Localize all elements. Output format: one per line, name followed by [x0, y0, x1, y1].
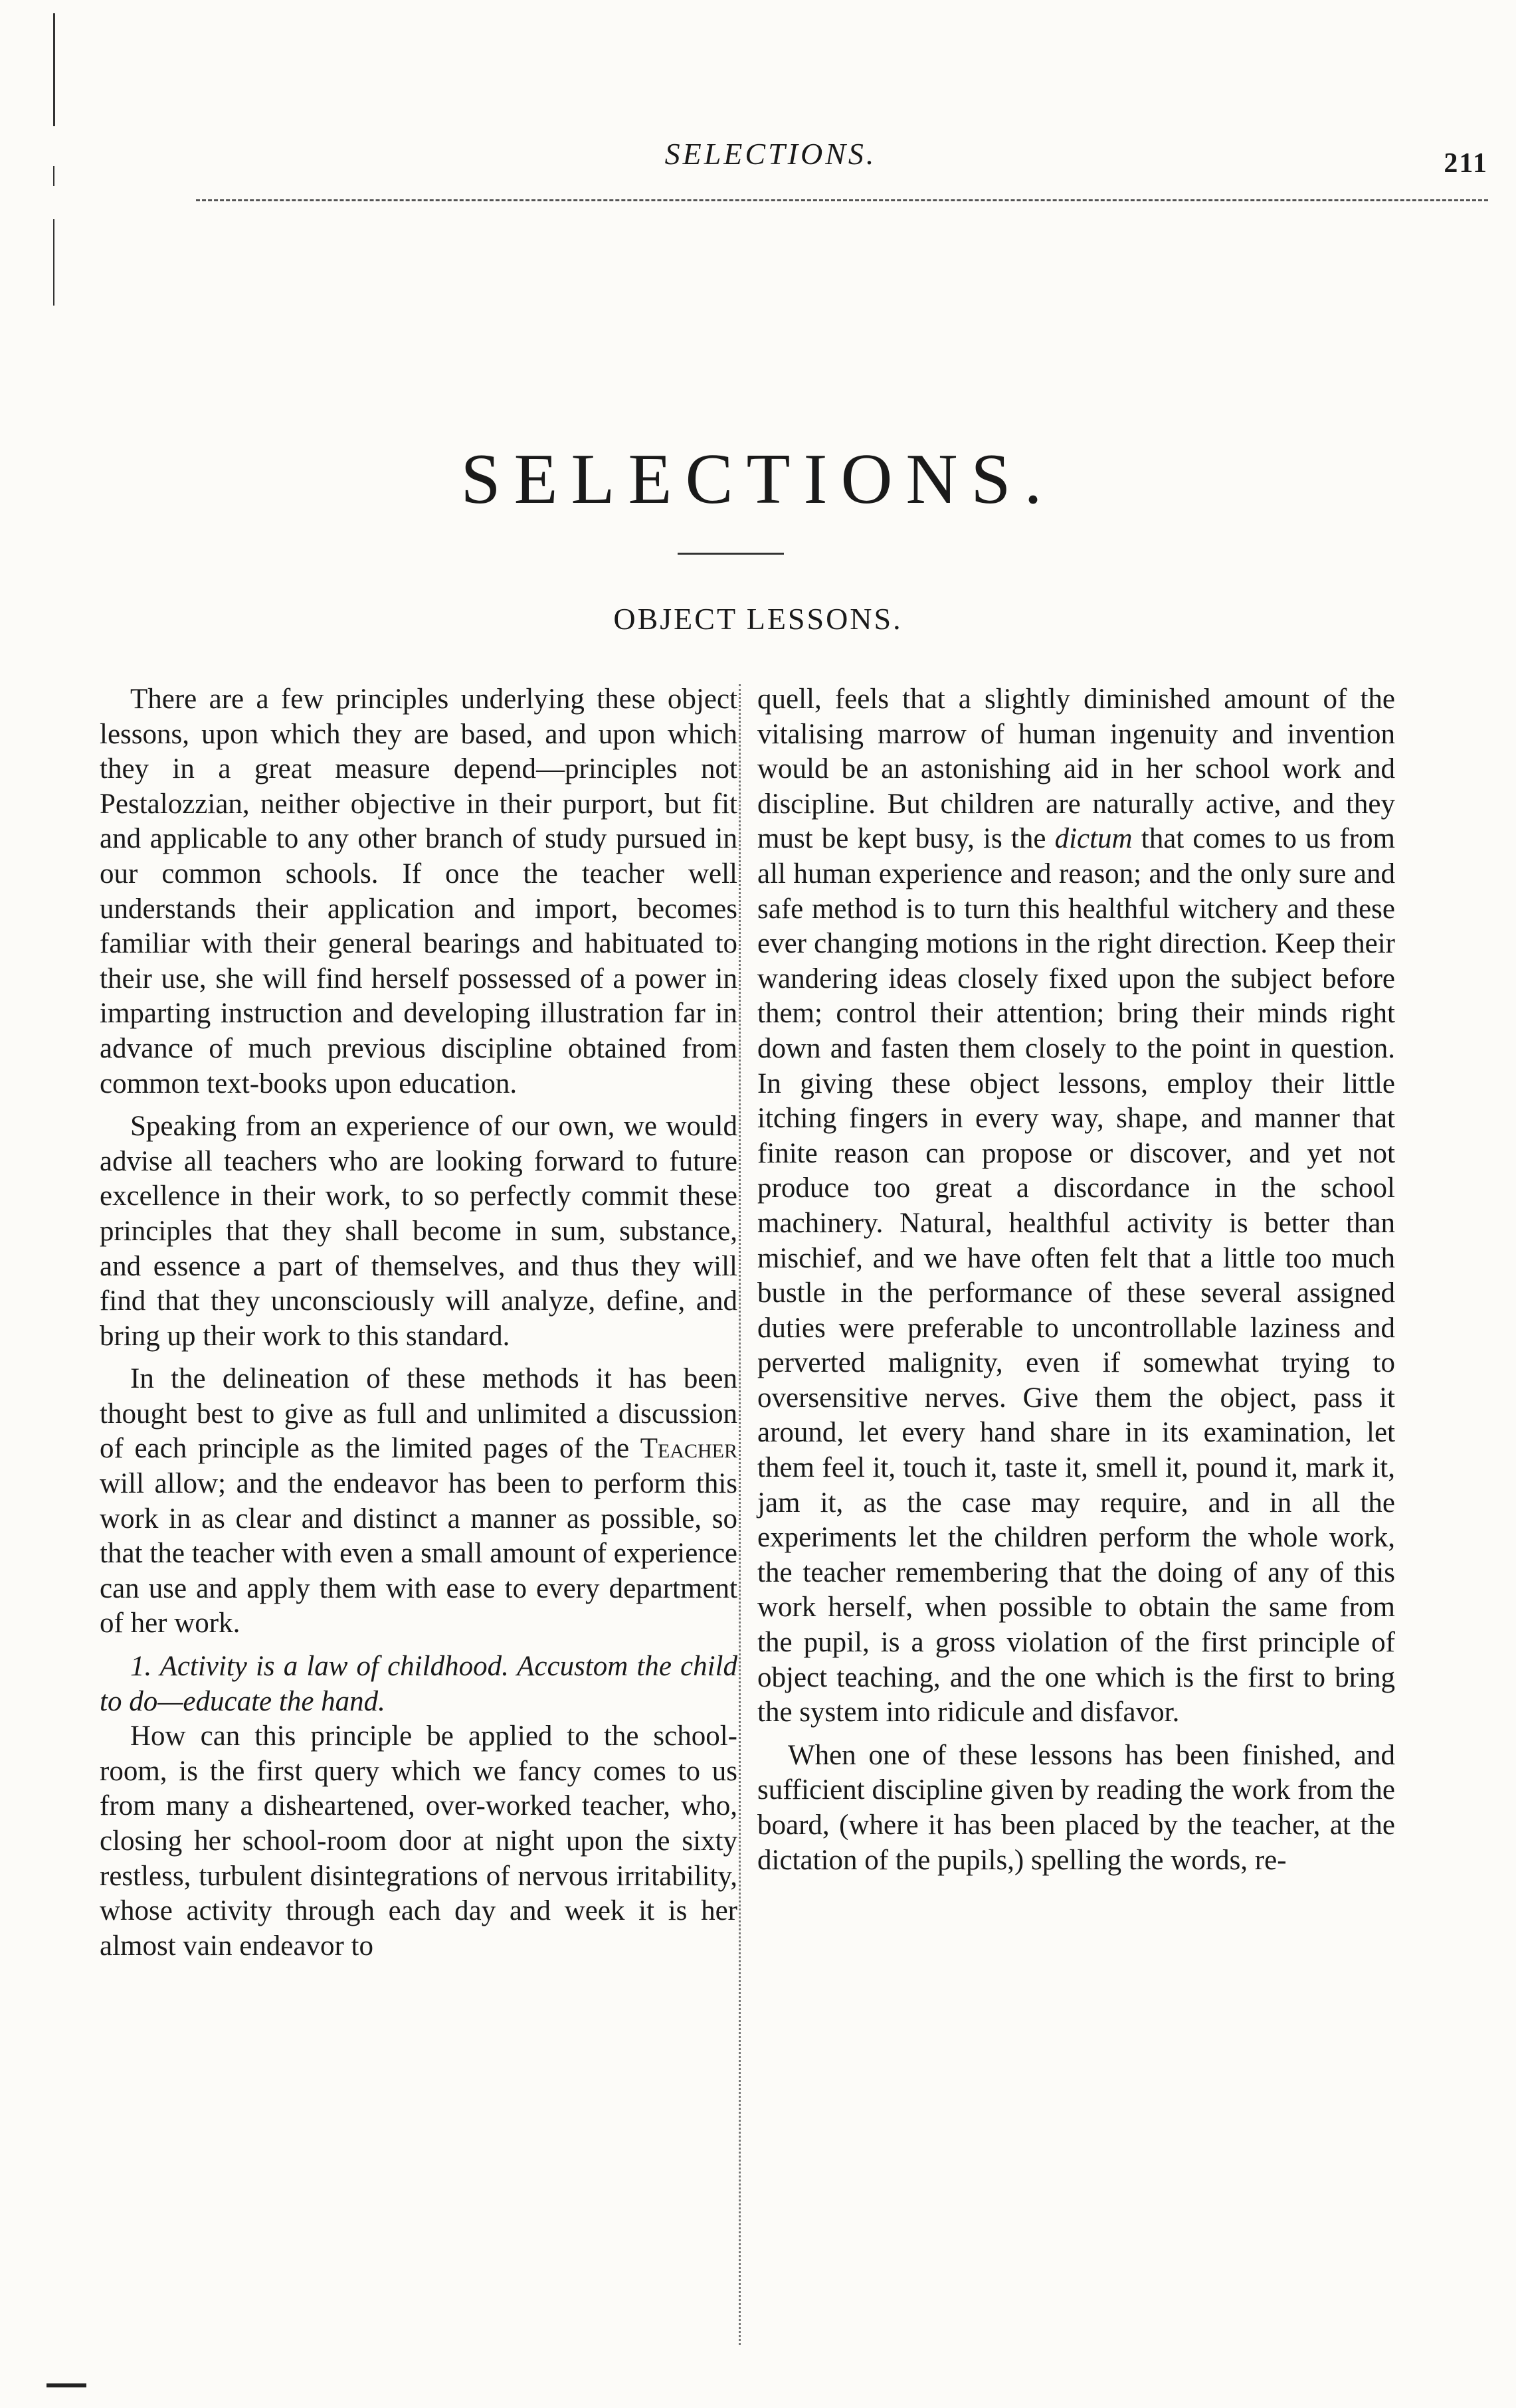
- paragraph-text: that comes to us from all human experience and reason; and the only sure and safe method is to turn this healthful witchery and these ever changing motions in the right direction. Keep their wandering ideas closely fixed upon the subject before them; control their attention; bring their minds right down and fasten them closely to the point in question. In giving these object lessons, employ their little itching fingers in every way, shape, and manner that finite reason can propose or discover, and yet not produce too great a discordance in the school machinery. Natural, healthful activity is better than mischief, and we have often felt that a little too much bustle in the performance of these several assigned duties were preferable to uncontrollable laziness and perverted malignity, even if somewhat trying to oversensitive nerves. Give them the object, pass it around, let every hand share in its examination, let them feel it, touch it, taste it, smell it, pound it, mark it, jam it, as the case may require, and in all the experiments let the children perform the whole work, the teacher remembering that the doing of any of this work herself, when possible to obtain the same from the pupil, is a gross violation of the first principle of object teaching, and the one which is the first to bring the system into ridicule and disfavor.: [757, 823, 1395, 1728]
- paragraph: [100, 1362, 737, 1641]
- paragraph-text: will allow; and the endeavor has been to perform this work in as clear and distinct a manner as possible, so that the teacher with even a small amount of experience can use and apply them with ease to every department of her work.: [100, 1468, 737, 1639]
- principle-heading-text: 1. Activity is a law of childhood. Accustom the child to do—educate the hand.: [100, 1651, 737, 1717]
- article-title: OBJECT LESSONS.: [613, 602, 903, 636]
- paragraph-text: quell, feels that a slightly diminished amount of the vitalising marrow of human ingenuity and invention would be an astonishing aid in her school work and discipline. But children are naturally active, and they must be kept busy, is the: [757, 684, 1395, 855]
- section-title: SELECTIONS.: [460, 440, 1056, 519]
- running-title: SELECTIONS.: [664, 137, 877, 171]
- column-divider: [739, 684, 741, 2345]
- binding-edge-line: [53, 166, 54, 186]
- paragraph: Speaking from an experience of our own, we would advise all teachers who are looking forward to future excellence in their work, to so perfectly commit these principles that they shall become in sum, substance, and essence a part of themselves, and thus they will find that they unconsciously will analyze, define, and bring up their work to this standard.: [100, 1111, 737, 1352]
- page-number: 211: [1444, 148, 1488, 179]
- paragraph: How can this principle be applied to the school-room, is the first query which we fancy comes to us from many a disheartened, over-worked teacher, who, closing her school-room door at night upon the sixty restless, turbulent disintegrations of nervous irritability, whose activity through each day and week it is her almost vain endeavor to: [100, 1720, 737, 1962]
- paragraph: There are a few principles underlying these object lessons, upon which they are based, and upon which they in a great measure depend—principles not Pestalozzian, neither objective in their purport, but fit and applicable to any other branch of study pursued in our common schools. If once the teacher well understands their application and import, becomes familiar with their general bearings and habituated to their use, she will find herself possessed of a power in imparting instruction and developing illustration far in advance of much previous discipline obtained from common text-books upon education.: [100, 684, 737, 1099]
- principle-heading: [100, 1649, 737, 1719]
- journal-name: Teacher: [640, 1433, 737, 1465]
- dictum-word: dictum: [1054, 823, 1133, 855]
- paragraph: [757, 682, 1395, 1730]
- header-rule: [196, 199, 1488, 201]
- binding-edge-line: [53, 13, 55, 126]
- paragraph-text: In the delineation of these methods it has been thought best to give as full and unlimited a discussion of each principle as the limited pages of the: [100, 1363, 737, 1465]
- right-column: [757, 682, 1395, 1878]
- binding-edge-line: [53, 219, 54, 306]
- left-column: [100, 682, 737, 1964]
- title-rule: [678, 553, 784, 555]
- paragraph: When one of these lessons has been finished, and sufficient discipline given by reading the work from the board, (where it has been placed by the teacher, at the dictation of the pupils,) spelling the words, re-: [757, 1739, 1395, 1876]
- page-corner-mark: [47, 2383, 86, 2387]
